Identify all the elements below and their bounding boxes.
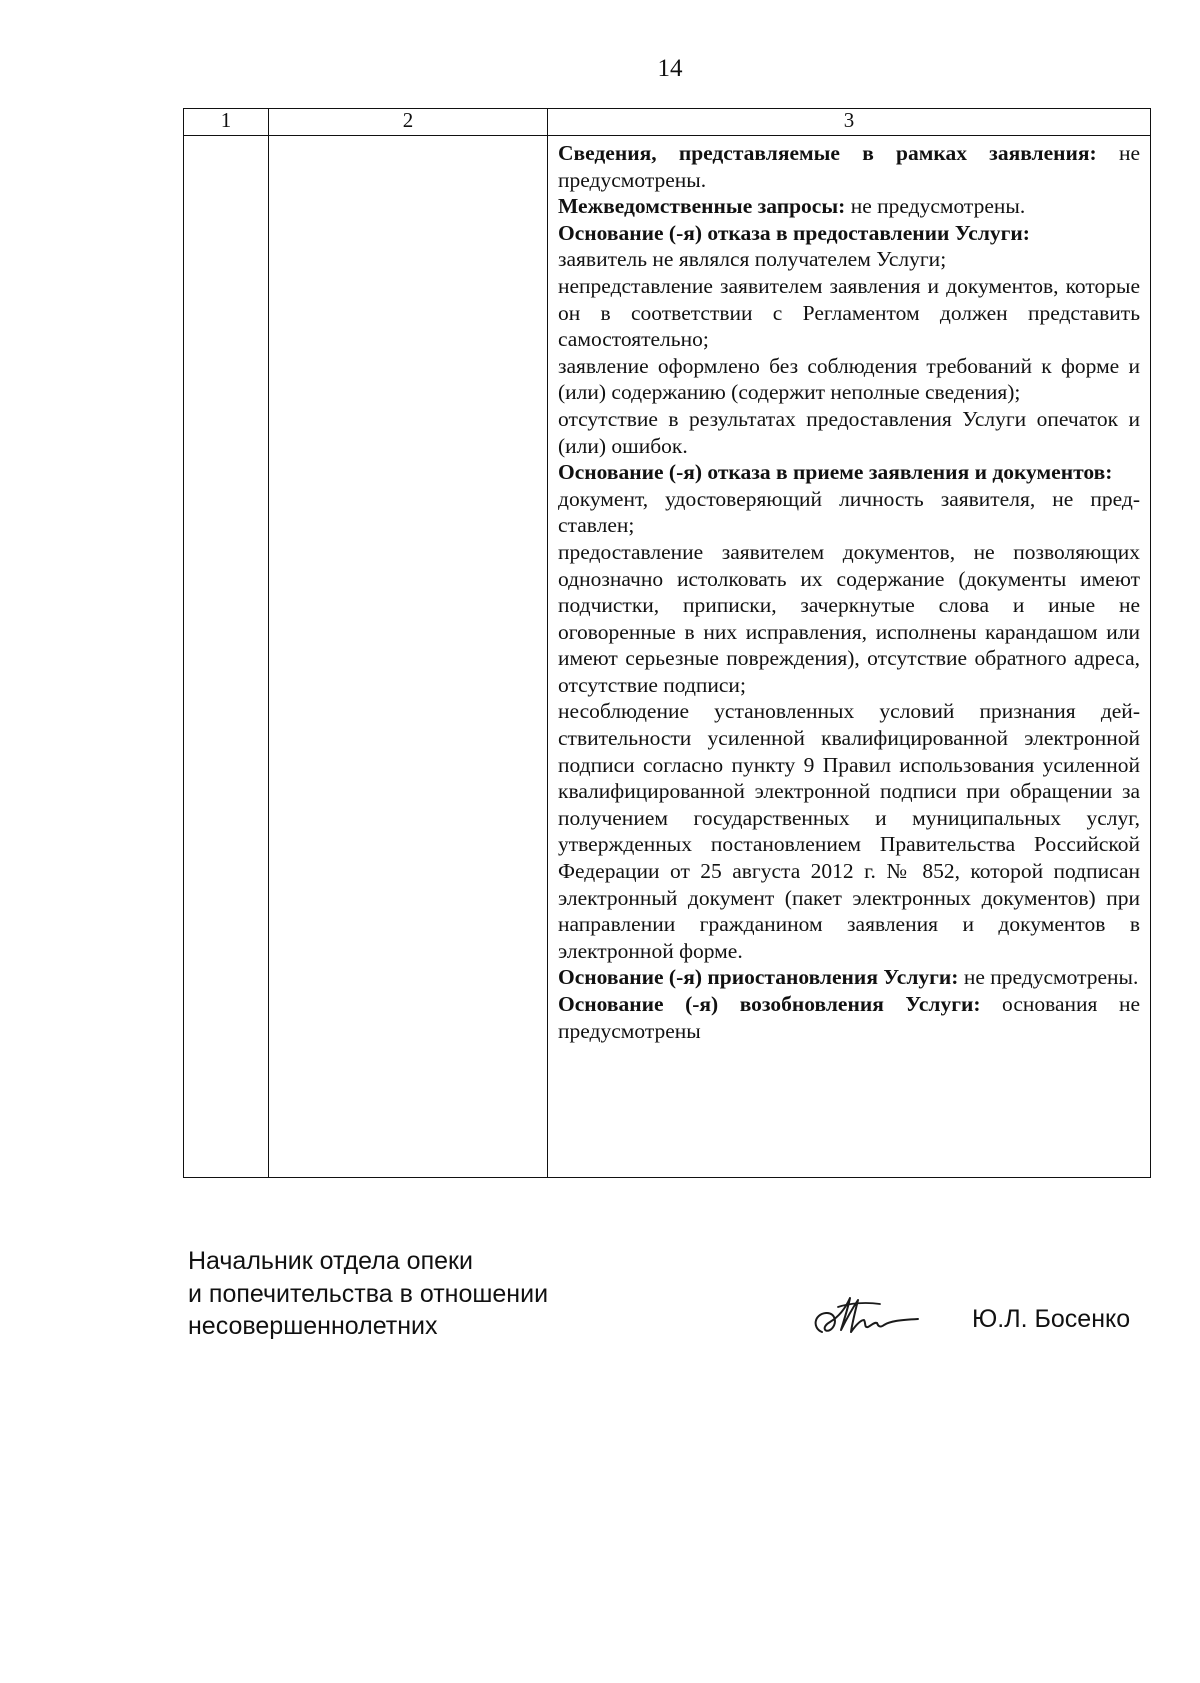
paragraph	[558, 459, 1140, 486]
position-line: несовершеннолетних	[188, 1312, 438, 1340]
paragraph-text: не предусмотрены.	[845, 194, 1026, 219]
column-header-2: 2	[269, 109, 548, 136]
paragraph	[558, 406, 1140, 459]
paragraph-heading: Межведомственные запросы:	[558, 194, 846, 219]
paragraph-text: не предусмотрены.	[958, 965, 1139, 990]
paragraph	[558, 964, 1140, 991]
column-header-1: 1	[184, 109, 269, 136]
cell-col-2	[269, 136, 548, 1178]
paragraph	[558, 273, 1140, 353]
cell-col-3	[548, 136, 1151, 1178]
paragraph-heading: Основание (-я) возобновления Услуги:	[558, 992, 981, 1016]
paragraph-text: несоблюдение установленных условий признания действительности усиленной квалифицированной электронной подписи согласно пункту 9 Правил использования усиленной квалифицированной электронной подписи при обращении за получением государственных и муниципальных услуг, утвержденных постановлением Правительства Российской Федерации от 25 августа 2012 г. № 852, которой подписан электронный документ (пакет электронных документов) при направлении гражданином заявления и документов в электронной форме.	[558, 699, 1140, 963]
paragraph	[558, 246, 1140, 273]
signer-name: Ю.Л. Босенко	[972, 1305, 1131, 1333]
paragraph	[558, 539, 1140, 699]
signatory-position	[188, 1245, 548, 1343]
paragraph-text: документ, удостоверяющий личность заявителя, не представлен;	[558, 486, 1140, 538]
handwritten-signature	[808, 1292, 922, 1344]
paragraph	[558, 193, 1140, 220]
paragraph-text: не предусмотрены.	[558, 141, 1140, 192]
paragraph-heading: Основание (-я) отказа в приеме заявления и документов:	[558, 460, 1113, 485]
paragraph-heading: Основание (-я) отказа в предоставлении Услуги:	[558, 220, 1030, 245]
paragraph	[558, 220, 1140, 247]
page-number: 14	[657, 55, 683, 82]
position-line: Начальник отдела опеки	[188, 1247, 473, 1275]
paragraph-text: отсутствие в результатах предоставления Услуги опечаток и (или) ошибок.	[558, 406, 1140, 458]
paragraph	[558, 140, 1140, 193]
cell-col-1	[184, 136, 269, 1178]
paragraph	[558, 353, 1140, 406]
paragraph-text: заявление оформлено без соблюдения требований к форме и (или) содержанию (содержит неполные сведения);	[558, 353, 1140, 405]
position-line: и попечительства в отношении	[188, 1279, 549, 1308]
paragraph	[558, 991, 1140, 1044]
paragraph-text: заявитель не являлся получателем Услуги;	[558, 247, 947, 272]
service-conditions-text	[548, 136, 1150, 1044]
paragraph-heading: Сведения, представляемые в рамках заявления:	[558, 141, 1097, 165]
paragraph	[558, 698, 1140, 964]
paragraph-heading: Основание (-я) приостановления Услуги:	[558, 965, 959, 990]
paragraph-text: предоставление заявителем документов, не позволяющих однозначно истолковать их содержание (документы имеют подчистки, приписки, зачеркнутые слова и иные не оговоренные в них исправления, исполнены карандашом или имеют серьезные повреждения), отсутствие обратного адреса, отсутствие подписи;	[558, 539, 1140, 697]
column-header-3: 3	[548, 109, 1151, 136]
paragraph-text: основания не предусмотрены	[558, 992, 1140, 1043]
table-header-row	[184, 109, 1151, 136]
table-row	[184, 136, 1151, 1178]
document-table	[183, 108, 1151, 1178]
paragraph	[558, 486, 1140, 539]
paragraph-text: непредставление заявителем заявления и документов, которые он в соответствии с Регламентом должен представить самостоятельно;	[558, 273, 1140, 352]
